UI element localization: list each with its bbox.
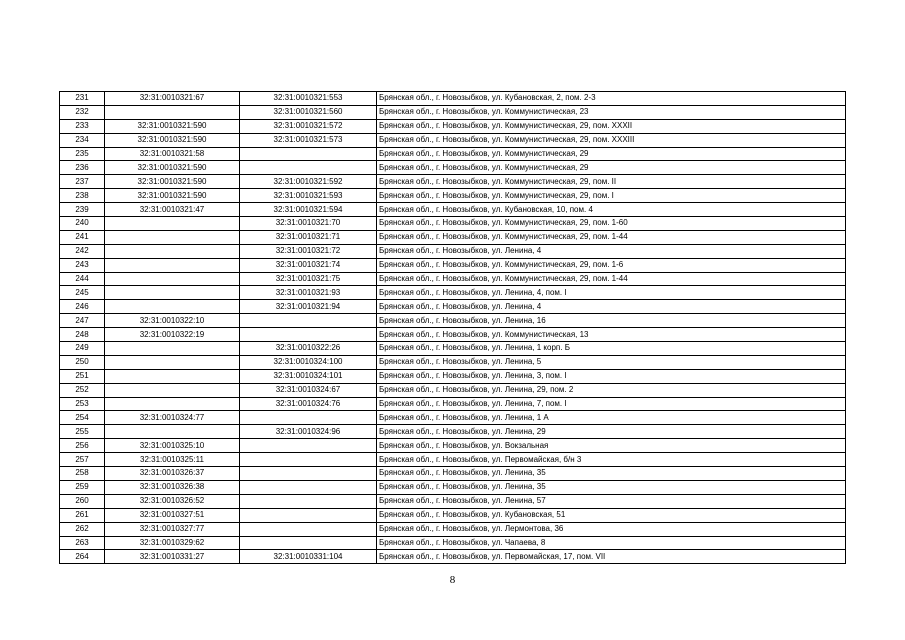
table-row — [60, 92, 846, 106]
building-number-cell: 32:31:0010321:573 — [240, 133, 377, 147]
building-number-cell — [240, 453, 377, 467]
building-number-cell: 32:31:0010321:72 — [240, 244, 377, 258]
table-row — [60, 439, 846, 453]
address-cell: Брянская обл., г. Новозыбков, ул. Первомайская, б/н 3 — [377, 453, 846, 467]
table-row — [60, 286, 846, 300]
row-number-cell: 234 — [60, 133, 105, 147]
land-plot-number-cell: 32:31:0010324:77 — [105, 411, 240, 425]
building-number-cell — [240, 508, 377, 522]
row-number-cell: 239 — [60, 203, 105, 217]
row-number-cell: 248 — [60, 328, 105, 342]
address-cell: Брянская обл., г. Новозыбков, ул. Коммунистическая, 29, пом. II — [377, 175, 846, 189]
row-number-cell: 232 — [60, 105, 105, 119]
land-plot-number-cell: 32:31:0010327:51 — [105, 508, 240, 522]
table-row — [60, 217, 846, 231]
address-cell: Брянская обл., г. Новозыбков, ул. Коммунистическая, 29, пом. 1-6 — [377, 258, 846, 272]
row-number-cell: 245 — [60, 286, 105, 300]
land-plot-number-cell: 32:31:0010331:27 — [105, 550, 240, 564]
building-number-cell — [240, 328, 377, 342]
table-row — [60, 494, 846, 508]
land-plot-number-cell — [105, 369, 240, 383]
building-number-cell — [240, 439, 377, 453]
building-number-cell: 32:31:0010324:96 — [240, 425, 377, 439]
building-number-cell: 32:31:0010321:70 — [240, 217, 377, 231]
address-cell: Брянская обл., г. Новозыбков, ул. Ленина, 29, пом. 2 — [377, 383, 846, 397]
building-number-cell — [240, 536, 377, 550]
land-plot-number-cell: 32:31:0010321:58 — [105, 147, 240, 161]
land-plot-number-cell — [105, 383, 240, 397]
table-row — [60, 342, 846, 356]
table-row — [60, 272, 846, 286]
row-number-cell: 261 — [60, 508, 105, 522]
address-cell: Брянская обл., г. Новозыбков, ул. Ленина, 57 — [377, 494, 846, 508]
building-number-cell — [240, 314, 377, 328]
row-number-cell: 253 — [60, 397, 105, 411]
table-row — [60, 147, 846, 161]
table-row — [60, 258, 846, 272]
land-plot-number-cell: 32:31:0010322:19 — [105, 328, 240, 342]
table-row — [60, 536, 846, 550]
address-cell: Брянская обл., г. Новозыбков, ул. Ленина, 3, пом. I — [377, 369, 846, 383]
table-row — [60, 189, 846, 203]
row-number-cell: 237 — [60, 175, 105, 189]
building-number-cell: 32:31:0010321:592 — [240, 175, 377, 189]
land-plot-number-cell: 32:31:0010325:10 — [105, 439, 240, 453]
row-number-cell: 254 — [60, 411, 105, 425]
building-number-cell — [240, 480, 377, 494]
row-number-cell: 244 — [60, 272, 105, 286]
row-number-cell: 241 — [60, 230, 105, 244]
building-number-cell: 32:31:0010331:104 — [240, 550, 377, 564]
land-plot-number-cell — [105, 355, 240, 369]
address-cell: Брянская обл., г. Новозыбков, ул. Ленина, 1 корп. Б — [377, 342, 846, 356]
row-number-cell: 258 — [60, 467, 105, 481]
row-number-cell: 255 — [60, 425, 105, 439]
address-cell: Брянская обл., г. Новозыбков, ул. Первомайская, 17, пом. VII — [377, 550, 846, 564]
row-number-cell: 242 — [60, 244, 105, 258]
address-cell: Брянская обл., г. Новозыбков, ул. Вокзальная — [377, 439, 846, 453]
table-row — [60, 397, 846, 411]
address-cell: Брянская обл., г. Новозыбков, ул. Коммунистическая, 29, пом. I — [377, 189, 846, 203]
land-plot-number-cell: 32:31:0010326:37 — [105, 467, 240, 481]
table-row — [60, 203, 846, 217]
row-number-cell: 259 — [60, 480, 105, 494]
land-plot-number-cell: 32:31:0010322:10 — [105, 314, 240, 328]
row-number-cell: 250 — [60, 355, 105, 369]
row-number-cell: 240 — [60, 217, 105, 231]
building-number-cell: 32:31:0010321:75 — [240, 272, 377, 286]
land-plot-number-cell: 32:31:0010327:77 — [105, 522, 240, 536]
table-row — [60, 508, 846, 522]
land-plot-number-cell — [105, 230, 240, 244]
table-row — [60, 244, 846, 258]
land-plot-number-cell: 32:31:0010326:38 — [105, 480, 240, 494]
row-number-cell: 249 — [60, 342, 105, 356]
address-cell: Брянская обл., г. Новозыбков, ул. Ленина, 35 — [377, 467, 846, 481]
address-cell: Брянская обл., г. Новозыбков, ул. Ленина, 4 — [377, 300, 846, 314]
row-number-cell: 252 — [60, 383, 105, 397]
land-plot-number-cell — [105, 300, 240, 314]
address-cell: Брянская обл., г. Новозыбков, ул. Лермонтова, 36 — [377, 522, 846, 536]
land-plot-number-cell: 32:31:0010321:47 — [105, 203, 240, 217]
table-row — [60, 550, 846, 564]
land-plot-number-cell — [105, 272, 240, 286]
building-number-cell: 32:31:0010321:94 — [240, 300, 377, 314]
address-cell: Брянская обл., г. Новозыбков, ул. Коммунистическая, 29, пом. 1-44 — [377, 272, 846, 286]
address-cell: Брянская обл., г. Новозыбков, ул. Коммунистическая, 29, пом. XXXIII — [377, 133, 846, 147]
address-cell: Брянская обл., г. Новозыбков, ул. Чапаева, 8 — [377, 536, 846, 550]
building-number-cell — [240, 494, 377, 508]
building-number-cell: 32:31:0010324:100 — [240, 355, 377, 369]
address-cell: Брянская обл., г. Новозыбков, ул. Коммунистическая, 29, пом. 1-44 — [377, 230, 846, 244]
cadastral-table — [59, 91, 846, 564]
building-number-cell — [240, 161, 377, 175]
building-number-cell: 32:31:0010321:594 — [240, 203, 377, 217]
table-row — [60, 425, 846, 439]
row-number-cell: 263 — [60, 536, 105, 550]
land-plot-number-cell — [105, 397, 240, 411]
building-number-cell — [240, 467, 377, 481]
building-number-cell — [240, 522, 377, 536]
row-number-cell: 251 — [60, 369, 105, 383]
cadastral-table-body — [60, 92, 846, 564]
address-cell: Брянская обл., г. Новозыбков, ул. Коммунистическая, 29 — [377, 161, 846, 175]
land-plot-number-cell — [105, 105, 240, 119]
table-row — [60, 119, 846, 133]
row-number-cell: 256 — [60, 439, 105, 453]
address-cell: Брянская обл., г. Новозыбков, ул. Кубановская, 2, пом. 2-3 — [377, 92, 846, 106]
building-number-cell: 32:31:0010321:593 — [240, 189, 377, 203]
table-row — [60, 369, 846, 383]
table-row — [60, 383, 846, 397]
row-number-cell: 262 — [60, 522, 105, 536]
land-plot-number-cell: 32:31:0010321:590 — [105, 133, 240, 147]
table-row — [60, 522, 846, 536]
row-number-cell: 264 — [60, 550, 105, 564]
building-number-cell: 32:31:0010324:67 — [240, 383, 377, 397]
land-plot-number-cell — [105, 286, 240, 300]
address-cell: Брянская обл., г. Новозыбков, ул. Ленина, 35 — [377, 480, 846, 494]
building-number-cell: 32:31:0010321:553 — [240, 92, 377, 106]
row-number-cell: 236 — [60, 161, 105, 175]
land-plot-number-cell: 32:31:0010326:52 — [105, 494, 240, 508]
building-number-cell: 32:31:0010321:74 — [240, 258, 377, 272]
land-plot-number-cell: 32:31:0010321:590 — [105, 175, 240, 189]
address-cell: Брянская обл., г. Новозыбков, ул. Коммунистическая, 13 — [377, 328, 846, 342]
land-plot-number-cell: 32:31:0010321:590 — [105, 119, 240, 133]
address-cell: Брянская обл., г. Новозыбков, ул. Ленина, 7, пом. I — [377, 397, 846, 411]
building-number-cell: 32:31:0010322:26 — [240, 342, 377, 356]
address-cell: Брянская обл., г. Новозыбков, ул. Ленина, 4, пом. I — [377, 286, 846, 300]
address-cell: Брянская обл., г. Новозыбков, ул. Ленина, 4 — [377, 244, 846, 258]
table-row — [60, 230, 846, 244]
table-row — [60, 480, 846, 494]
building-number-cell: 32:31:0010324:101 — [240, 369, 377, 383]
address-cell: Брянская обл., г. Новозыбков, ул. Коммунистическая, 23 — [377, 105, 846, 119]
page-number: 8 — [449, 574, 456, 586]
row-number-cell: 238 — [60, 189, 105, 203]
row-number-cell: 231 — [60, 92, 105, 106]
table-row — [60, 328, 846, 342]
building-number-cell: 32:31:0010321:71 — [240, 230, 377, 244]
land-plot-number-cell — [105, 425, 240, 439]
land-plot-number-cell: 32:31:0010329:62 — [105, 536, 240, 550]
row-number-cell: 246 — [60, 300, 105, 314]
land-plot-number-cell — [105, 342, 240, 356]
building-number-cell — [240, 411, 377, 425]
land-plot-number-cell: 32:31:0010321:67 — [105, 92, 240, 106]
address-cell: Брянская обл., г. Новозыбков, ул. Ленина, 29 — [377, 425, 846, 439]
row-number-cell: 260 — [60, 494, 105, 508]
table-row — [60, 133, 846, 147]
land-plot-number-cell — [105, 258, 240, 272]
building-number-cell: 32:31:0010321:560 — [240, 105, 377, 119]
land-plot-number-cell: 32:31:0010321:590 — [105, 161, 240, 175]
land-plot-number-cell — [105, 217, 240, 231]
table-row — [60, 355, 846, 369]
address-cell: Брянская обл., г. Новозыбков, ул. Ленина, 1 А — [377, 411, 846, 425]
address-cell: Брянская обл., г. Новозыбков, ул. Коммунистическая, 29, пом. XXXII — [377, 119, 846, 133]
building-number-cell: 32:31:0010324:76 — [240, 397, 377, 411]
table-row — [60, 411, 846, 425]
address-cell: Брянская обл., г. Новозыбков, ул. Коммунистическая, 29, пом. 1-60 — [377, 217, 846, 231]
table-row — [60, 314, 846, 328]
address-cell: Брянская обл., г. Новозыбков, ул. Кубановская, 10, пом. 4 — [377, 203, 846, 217]
address-cell: Брянская обл., г. Новозыбков, ул. Кубановская, 51 — [377, 508, 846, 522]
row-number-cell: 257 — [60, 453, 105, 467]
row-number-cell: 243 — [60, 258, 105, 272]
land-plot-number-cell: 32:31:0010325:11 — [105, 453, 240, 467]
address-cell: Брянская обл., г. Новозыбков, ул. Ленина, 5 — [377, 355, 846, 369]
row-number-cell: 233 — [60, 119, 105, 133]
building-number-cell: 32:31:0010321:93 — [240, 286, 377, 300]
land-plot-number-cell — [105, 244, 240, 258]
table-row — [60, 300, 846, 314]
building-number-cell: 32:31:0010321:572 — [240, 119, 377, 133]
address-cell: Брянская обл., г. Новозыбков, ул. Ленина, 16 — [377, 314, 846, 328]
table-row — [60, 453, 846, 467]
address-cell: Брянская обл., г. Новозыбков, ул. Коммунистическая, 29 — [377, 147, 846, 161]
building-number-cell — [240, 147, 377, 161]
table-row — [60, 105, 846, 119]
table-row — [60, 175, 846, 189]
row-number-cell: 247 — [60, 314, 105, 328]
table-row — [60, 467, 846, 481]
table-row — [60, 161, 846, 175]
land-plot-number-cell: 32:31:0010321:590 — [105, 189, 240, 203]
row-number-cell: 235 — [60, 147, 105, 161]
